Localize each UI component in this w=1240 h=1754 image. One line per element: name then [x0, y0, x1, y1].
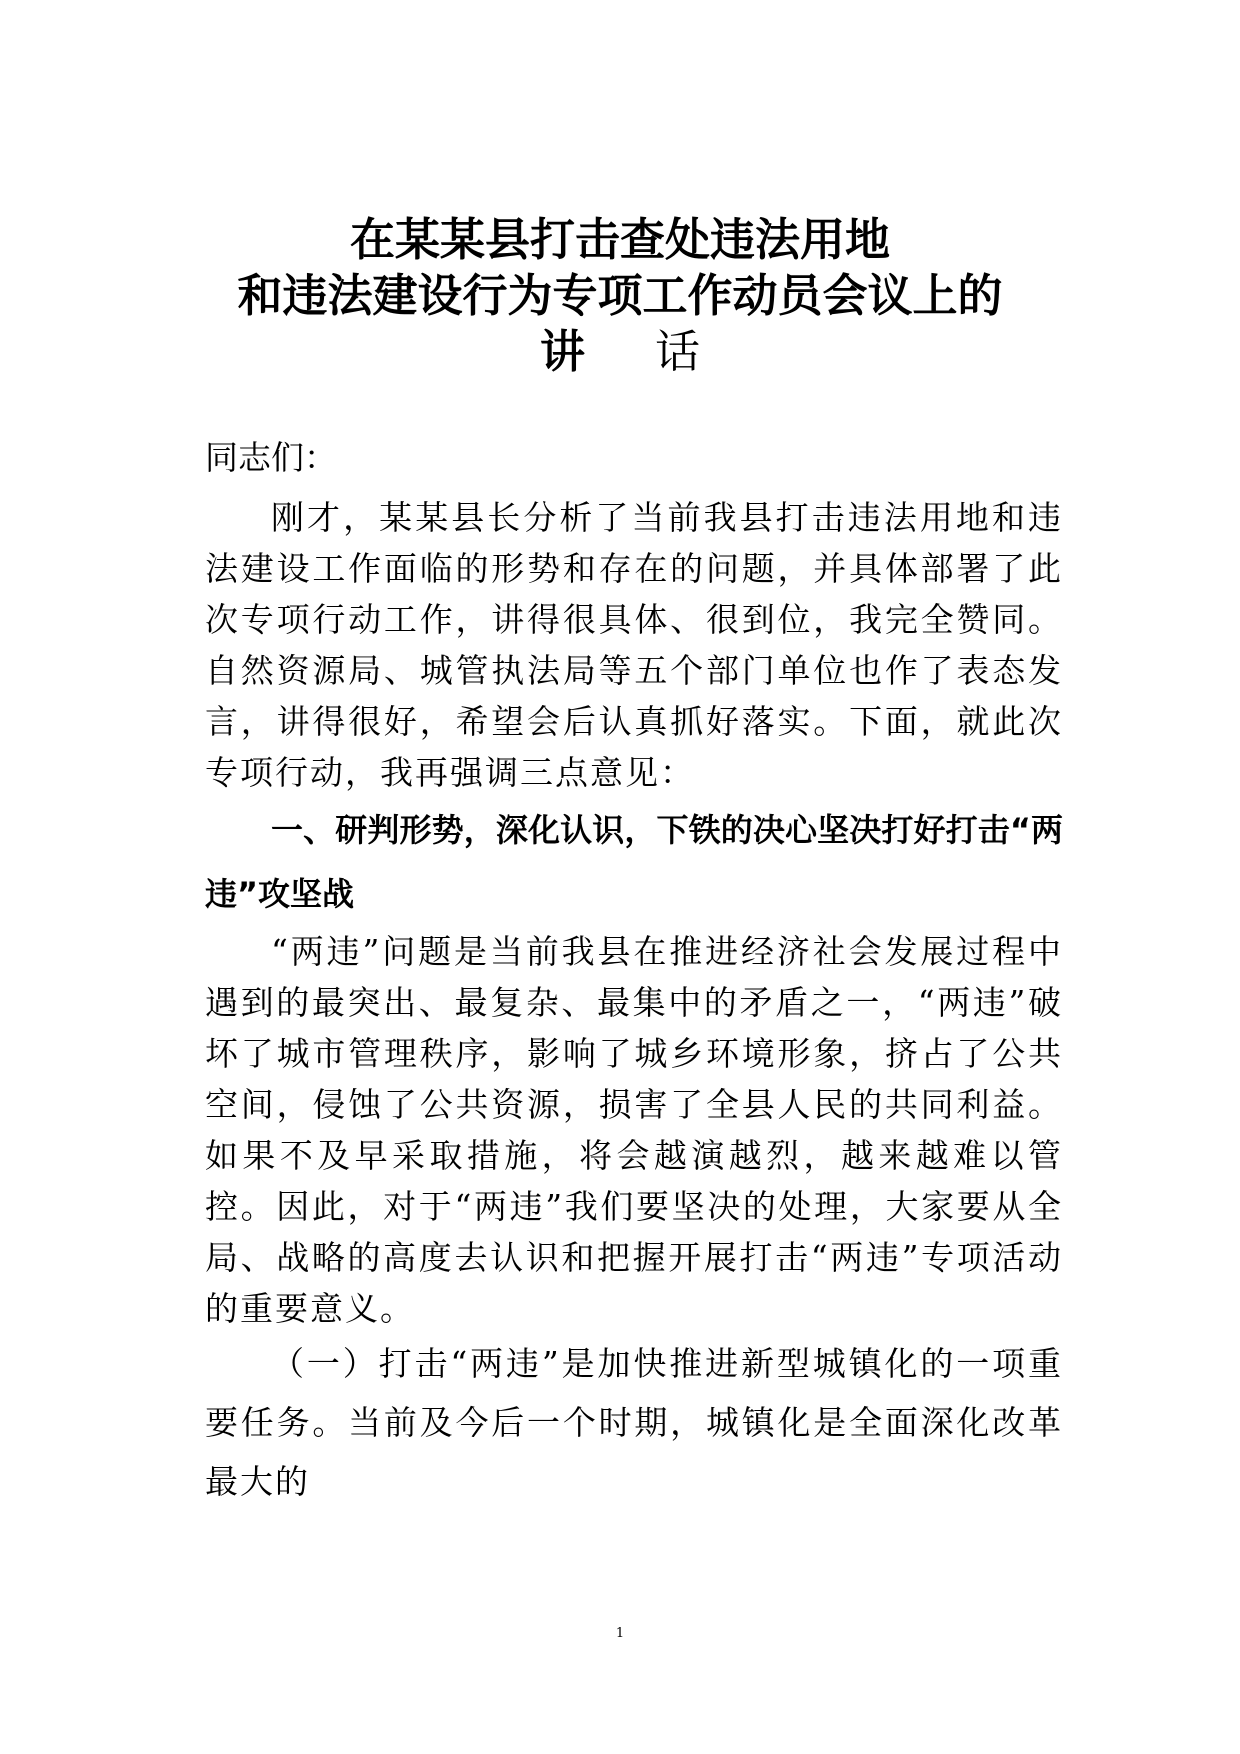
section-heading-1: 一、研判形势，深化认识，下铁的决心坚决打好打击“两违”攻坚战	[205, 811, 1063, 913]
title-line-3	[0, 324, 1240, 380]
document-body	[205, 432, 1063, 1511]
page-number: 1	[615, 1626, 625, 1641]
salutation: 同志们：	[205, 438, 337, 477]
body-paragraph-2: “两违”问题是当前我县在推进经济社会发展过程中遇到的最突出、最复杂、最集中的矛盾之一，“两违”破坏了城市管理秩序，影响了城乡环境形象，挤占了公共空间，侵蚀了公共资源，损害了全县人民的共同利益。如果不及早采取措施，将会越演越烈，越来越难以管控。因此，对于“两违”我们要坚决的处理，大家要从全局、战略的高度去认识和把握开展打击“两违”专项活动的重要意义。	[205, 932, 1063, 1328]
title-line-1: 在某某县打击查处违法用地	[349, 213, 890, 266]
title-char-hua: 话	[655, 325, 701, 378]
document-title	[0, 212, 1240, 380]
subsection-1: （一）打击“两违”是加快推进新型城镇化的一项重要任务。当前及今后一个时期，城镇化是全面深化改革最大的	[205, 1344, 1063, 1501]
intro-paragraph: 刚才，某某县长分析了当前我县打击违法用地和违法建设工作面临的形势和存在的问题，并具体部署了此次专项行动工作，讲得很具体、很到位，我完全赞同。自然资源局、城管执法局等五个部门单位也作了表态发言，讲得很好，希望会后认真抓好落实。下面，就此次专项行动，我再强调三点意见：	[205, 498, 1063, 792]
title-line-2: 和违法建设行为专项工作动员会议上的	[237, 269, 1003, 322]
title-char-jiang: 讲	[539, 325, 585, 378]
